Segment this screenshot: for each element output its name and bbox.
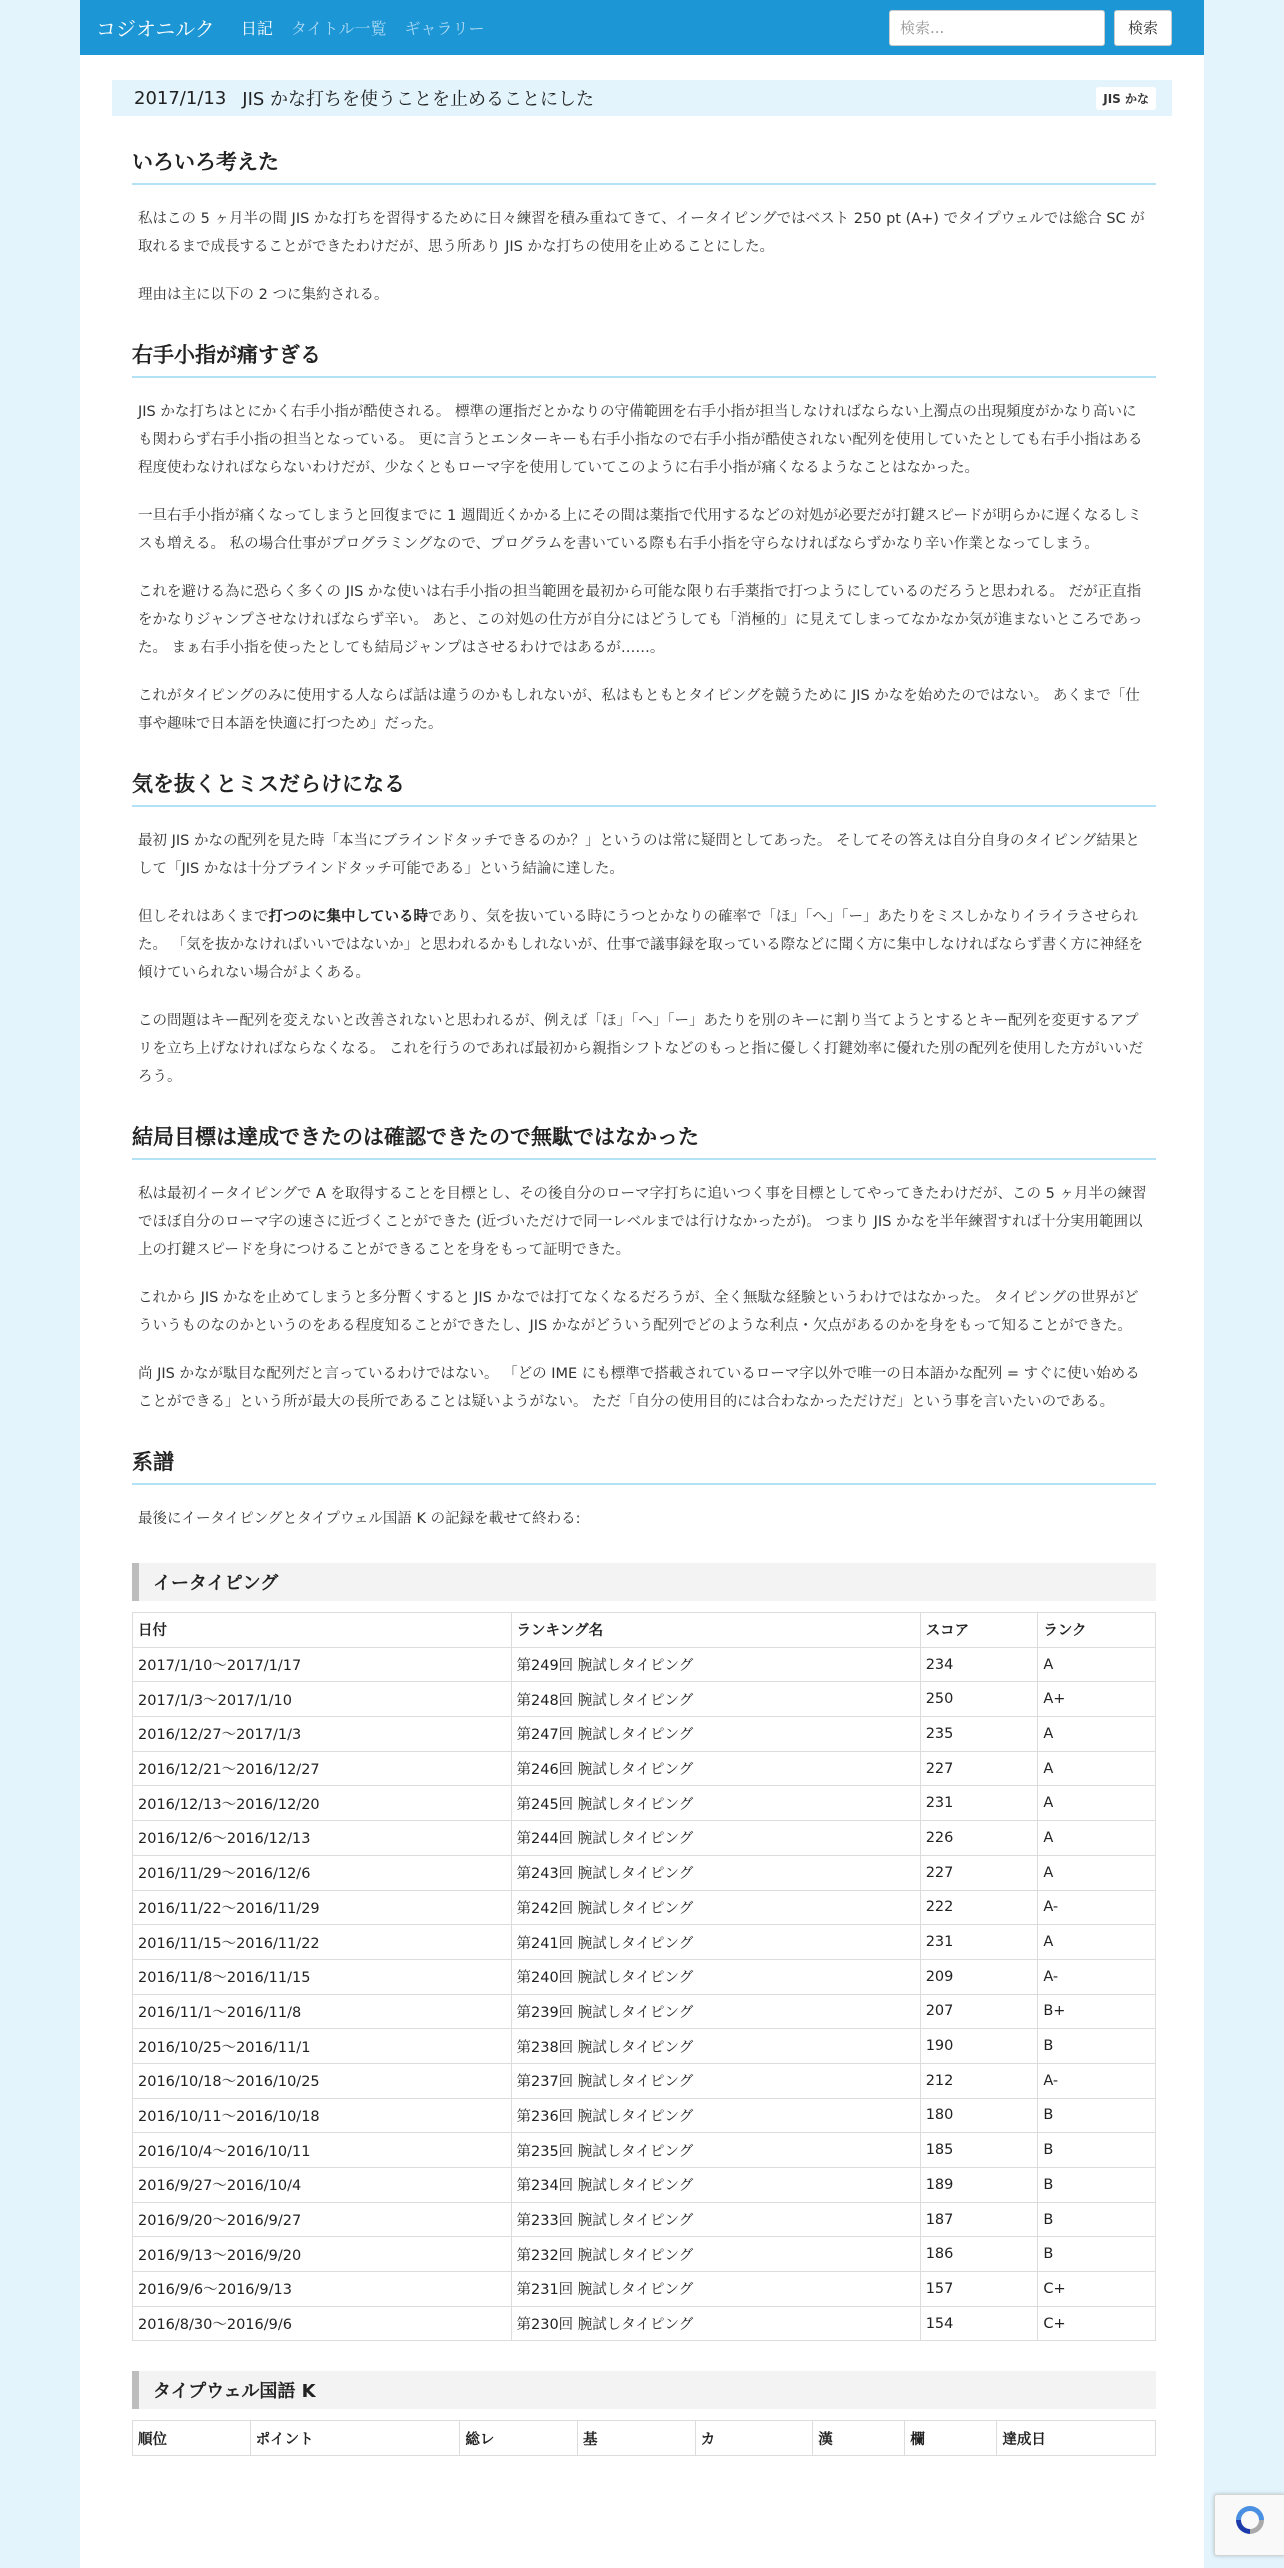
rank-cell: C+ xyxy=(1038,2306,1156,2341)
rank-cell: A xyxy=(1038,1786,1156,1821)
score-cell: 186 xyxy=(920,2237,1038,2272)
rank-cell: B xyxy=(1038,2237,1156,2272)
score-cell: 222 xyxy=(920,1890,1038,1925)
score-cell: 189 xyxy=(920,2168,1038,2203)
table-row xyxy=(133,1751,1156,1786)
table-row xyxy=(133,2237,1156,2272)
paragraph: 私はこの 5 ヶ月半の間 JIS かな打ちを習得するために日々練習を積み重ねてきて、イータイピングではベスト 250 pt (A+) でタイプウェルでは総合 SC が取れるまで成長することができたわけだが、思う所あり JIS かな打ちの使用を止めることにした。 xyxy=(138,211,1145,255)
paragraph: これを避ける為に恐らく多くの JIS かな使いは右手小指の担当範囲を最初から可能な限り右手薬指で打つようにしているのだろうと思われる。 だが正直指をかなりジャンプさせなければならず辛い。 あと、この対処の仕方が自分にはどうしても「消極的」に見えてしまってなかなか気が進まないところであった。 まぁ右手小指を使ったとしても結局ジャンプはさせるわけではあるが……。 xyxy=(138,584,1143,656)
ranking-name-cell: 第234回 腕試しタイピング xyxy=(511,2168,920,2203)
column-header: カ xyxy=(695,2421,813,2456)
table-row xyxy=(133,1925,1156,1960)
table-row xyxy=(133,1855,1156,1890)
score-cell: 212 xyxy=(920,2063,1038,2098)
score-cell: 250 xyxy=(920,1682,1038,1717)
date-cell: 2016/12/6～2016/12/13 xyxy=(133,1821,512,1856)
table-row xyxy=(133,1994,1156,2029)
navbar xyxy=(80,0,1204,55)
date-cell: 2017/1/3～2017/1/10 xyxy=(133,1682,512,1717)
ranking-name-cell: 第231回 腕試しタイピング xyxy=(511,2272,920,2307)
score-cell: 190 xyxy=(920,2029,1038,2064)
nav-link-gallery[interactable]: ギャラリー xyxy=(404,19,485,38)
paragraph: 一旦右手小指が痛くなってしまうと回復までに 1 週間近くかかる上にその間は薬指で代用するなどの対処が必要だが打鍵スピードが明らかに遅くなるしミスも増える。 私の場合仕事がプログラミングなので、プログラムを書いている際も右手小指を守らなければならずかなり辛い作業となってしまう。 xyxy=(138,508,1142,552)
ranking-name-cell: 第243回 腕試しタイピング xyxy=(511,1855,920,1890)
etyping-table xyxy=(132,1612,1156,2341)
table-row xyxy=(133,2272,1156,2307)
column-header: 総レ xyxy=(460,2421,578,2456)
table-header-row xyxy=(133,2421,1156,2456)
tag-badge[interactable]: JIS かな xyxy=(1096,87,1156,110)
ranking-name-cell: 第245回 腕試しタイピング xyxy=(511,1786,920,1821)
date-cell: 2016/10/25～2016/11/1 xyxy=(133,2029,512,2064)
date-cell: 2016/9/20～2016/9/27 xyxy=(133,2202,512,2237)
ranking-name-cell: 第238回 腕試しタイピング xyxy=(511,2029,920,2064)
column-header: ランク xyxy=(1038,1613,1156,1648)
score-cell: 157 xyxy=(920,2272,1038,2307)
table-row xyxy=(133,1821,1156,1856)
paragraph: 私は最初イータイピングで A を取得することを目標とし、その後自分のローマ字打ちに追いつく事を目標としてやってきたわけだが、この 5 ヶ月半の練習でほぼ自分のローマ字の速さに近づくことができた (近づいただけで同一レベルまでは行けなかったが)。 つまり JIS かなを半年練習すれば十分実用範囲以上の打鍵スピードを身につけることができることを身をもって証明できた。 xyxy=(138,1186,1147,1258)
ranking-name-cell: 第249回 腕試しタイピング xyxy=(511,1647,920,1682)
table-row xyxy=(133,1717,1156,1752)
paragraph: これから JIS かなを止めてしまうと多分暫くすると JIS かなでは打てなくなるだろうが、全く無駄な経験というわけではなかった。 タイピングの世界がどういうものなのかというのをある程度知ることができたし、JIS かながどういう配列でどのような利点・欠点があるのかを身をもって知ることができた。 xyxy=(138,1290,1139,1334)
paragraph: 最初 JIS かなの配列を見た時「本当にブラインドタッチできるのか？」というのは常に疑問としてあった。 そしてその答えは自分自身のタイピング結果として「JIS かなは十分ブラインドタッチ可能である」という結論に達した。 xyxy=(138,833,1140,877)
post-content xyxy=(80,146,1204,2456)
column-header: 日付 xyxy=(133,1613,512,1648)
page xyxy=(80,0,1204,2568)
ranking-name-cell: 第247回 腕試しタイピング xyxy=(511,1717,920,1752)
section-body xyxy=(132,827,1156,1091)
rank-cell: B xyxy=(1038,2133,1156,2168)
table-row xyxy=(133,1786,1156,1821)
score-cell: 231 xyxy=(920,1925,1038,1960)
section-heading: いろいろ考えた xyxy=(132,146,1156,185)
date-cell: 2016/8/30～2016/9/6 xyxy=(133,2306,512,2341)
rank-cell: A- xyxy=(1038,1959,1156,1994)
section-heading: 気を抜くとミスだらけになる xyxy=(132,768,1156,807)
date-cell: 2016/11/29～2016/12/6 xyxy=(133,1855,512,1890)
score-cell: 227 xyxy=(920,1751,1038,1786)
rank-cell: B xyxy=(1038,2202,1156,2237)
table-row xyxy=(133,2029,1156,2064)
section-heading: 右手小指が痛すぎる xyxy=(132,339,1156,378)
column-header: 順位 xyxy=(133,2421,251,2456)
date-cell: 2016/9/27～2016/10/4 xyxy=(133,2168,512,2203)
ranking-name-cell: 第239回 腕試しタイピング xyxy=(511,1994,920,2029)
search-input[interactable] xyxy=(889,10,1105,46)
score-cell: 234 xyxy=(920,1647,1038,1682)
date-cell: 2016/9/13～2016/9/20 xyxy=(133,2237,512,2272)
typewell-heading: タイプウェル国語 K xyxy=(132,2371,1156,2409)
rank-cell: B+ xyxy=(1038,1994,1156,2029)
nav-link-diary[interactable]: 日記 xyxy=(240,19,273,38)
paragraph: JIS かな打ちはとにかく右手小指が酷使される。 標準の運指だとかなりの守備範囲を右手小指が担当しなければならない上濁点の出現頻度がかなり高いにも関わらず右手小指の担当となっている。 更に言うとエンターキーも右手小指なので右手小指が酷使されない配列を使用していたとしても右手小指はある程度使わなければならないわけだが、少なくともローマ字を使用していてこのように右手小指が痛くなるようなことはなかった。 xyxy=(138,404,1143,476)
column-header: ランキング名 xyxy=(511,1613,920,1648)
post-header xyxy=(112,80,1172,116)
score-cell: 209 xyxy=(920,1959,1038,1994)
rank-cell: A+ xyxy=(1038,1682,1156,1717)
table-row xyxy=(133,1890,1156,1925)
table-row xyxy=(133,2098,1156,2133)
ranking-name-cell: 第248回 腕試しタイピング xyxy=(511,1682,920,1717)
score-cell: 227 xyxy=(920,1855,1038,1890)
score-cell: 185 xyxy=(920,2133,1038,2168)
table-row xyxy=(133,1682,1156,1717)
score-cell: 226 xyxy=(920,1821,1038,1856)
rank-cell: A xyxy=(1038,1855,1156,1890)
table-row xyxy=(133,2202,1156,2237)
section-heading: 系譜 xyxy=(132,1446,1156,1485)
date-cell: 2016/12/13～2016/12/20 xyxy=(133,1786,512,1821)
score-cell: 231 xyxy=(920,1786,1038,1821)
rank-cell: A xyxy=(1038,1751,1156,1786)
section-body xyxy=(132,398,1156,738)
paragraph: 尚 JIS かなが駄目な配列だと言っているわけではない。 「どの IME にも標準で搭載されているローマ字以外で唯一の日本語かな配列 = すぐに使い始めることができる」という所が最大の長所であることは疑いようがない。 ただ「自分の使用目的には合わなかっただけだ」という事を言いたいのである。 xyxy=(138,1366,1140,1410)
ranking-name-cell: 第232回 腕試しタイピング xyxy=(511,2237,920,2272)
ranking-name-cell: 第246回 腕試しタイピング xyxy=(511,1751,920,1786)
rank-cell: A xyxy=(1038,1717,1156,1752)
date-cell: 2016/11/22～2016/11/29 xyxy=(133,1890,512,1925)
rank-cell: B xyxy=(1038,2098,1156,2133)
ranking-name-cell: 第236回 腕試しタイピング xyxy=(511,2098,920,2133)
column-header: スコア xyxy=(920,1613,1038,1648)
ranking-name-cell: 第230回 腕試しタイピング xyxy=(511,2306,920,2341)
paragraph-with-bold: 但しそれはあくまで打つのに集中している時であり、気を抜いている時にうつとかなりの確率で「ほ」「へ」「ー」あたりをミスしかなりイライラさせられた。 「気を抜かなければいいではないか」と思われるかもしれないが、仕事で議事録を取っている際などに聞く方に集中しなければならず書く方に神経を傾けていられない場合がよくある。 xyxy=(138,909,1144,981)
score-cell: 207 xyxy=(920,1994,1038,2029)
date-cell: 2016/11/8～2016/11/15 xyxy=(133,1959,512,1994)
date-cell: 2017/1/10～2017/1/17 xyxy=(133,1647,512,1682)
score-cell: 180 xyxy=(920,2098,1038,2133)
date-cell: 2016/12/21～2016/12/27 xyxy=(133,1751,512,1786)
column-header: 漢 xyxy=(813,2421,905,2456)
table-row xyxy=(133,2133,1156,2168)
table-header-row xyxy=(133,1613,1156,1648)
table-row xyxy=(133,2306,1156,2341)
post-date-link[interactable]: 2017/1/13 xyxy=(134,87,227,109)
date-cell: 2016/10/4～2016/10/11 xyxy=(133,2133,512,2168)
ranking-name-cell: 第237回 腕試しタイピング xyxy=(511,2063,920,2098)
column-header: 基 xyxy=(577,2421,695,2456)
ranking-name-cell: 第242回 腕試しタイピング xyxy=(511,1890,920,1925)
rank-cell: A xyxy=(1038,1647,1156,1682)
date-cell: 2016/11/15～2016/11/22 xyxy=(133,1925,512,1960)
table-row xyxy=(133,1959,1156,1994)
table-row xyxy=(133,1647,1156,1682)
table-row xyxy=(133,2168,1156,2203)
search-button[interactable]: 検索 xyxy=(1114,10,1172,46)
rank-cell: B xyxy=(1038,2029,1156,2064)
recaptcha-badge[interactable] xyxy=(1214,2494,1284,2556)
paragraph: これがタイピングのみに使用する人ならば話は違うのかもしれないが、私はもともとタイピングを競うために JIS かなを始めたのではない。 あくまで「仕事や趣味で日本語を快適に打つため」だった。 xyxy=(138,688,1140,732)
ranking-name-cell: 第244回 腕試しタイピング xyxy=(511,1821,920,1856)
ranking-name-cell: 第233回 腕試しタイピング xyxy=(511,2202,920,2237)
paragraph: この問題はキー配列を変えないと改善されないと思われるが、例えば「ほ」「へ」「ー」あたりを別のキーに割り当てようとするとキー配列を変更するアプリを立ち上げなければならなくなる。 これを行うのであれば最初から親指シフトなどのもっと指に優しく打鍵効率に優れた別の配列を使用した方がいいだろう。 xyxy=(138,1013,1144,1085)
score-cell: 235 xyxy=(920,1717,1038,1752)
score-cell: 187 xyxy=(920,2202,1038,2237)
section-body xyxy=(132,1180,1156,1416)
typewell-table xyxy=(132,2420,1156,2456)
rank-cell: B xyxy=(1038,2168,1156,2203)
rank-cell: A- xyxy=(1038,1890,1156,1925)
date-cell: 2016/12/27～2017/1/3 xyxy=(133,1717,512,1752)
post-title: JIS かな打ちを使うことを止めることにした xyxy=(242,89,595,110)
paragraph: 理由は主に以下の 2 つに集約される。 xyxy=(138,287,389,303)
date-cell: 2016/11/1～2016/11/8 xyxy=(133,1994,512,2029)
date-cell: 2016/9/6～2016/9/13 xyxy=(133,2272,512,2307)
rank-cell: C+ xyxy=(1038,2272,1156,2307)
column-header: 達成日 xyxy=(997,2421,1156,2456)
bold-phrase: 打つのに集中している時 xyxy=(268,909,428,925)
table-row xyxy=(133,2063,1156,2098)
section-heading: 結局目標は達成できたのは確認できたので無駄ではなかった xyxy=(132,1121,1156,1160)
etyping-table-body xyxy=(133,1647,1156,2341)
nav-link-title-list[interactable]: タイトル一覧 xyxy=(290,19,387,38)
rank-cell: A- xyxy=(1038,2063,1156,2098)
score-cell: 154 xyxy=(920,2306,1038,2341)
ranking-name-cell: 第241回 腕試しタイピング xyxy=(511,1925,920,1960)
section-body xyxy=(132,205,1156,309)
column-header: ポイント xyxy=(250,2421,460,2456)
rank-cell: A xyxy=(1038,1821,1156,1856)
paragraph: 最後にイータイピングとタイプウェル国語 K の記録を載せて終わる: xyxy=(138,1511,581,1527)
date-cell: 2016/10/11～2016/10/18 xyxy=(133,2098,512,2133)
date-cell: 2016/10/18～2016/10/25 xyxy=(133,2063,512,2098)
etyping-heading: イータイピング xyxy=(132,1563,1156,1601)
rank-cell: A xyxy=(1038,1925,1156,1960)
ranking-name-cell: 第240回 腕試しタイピング xyxy=(511,1959,920,1994)
section-body xyxy=(132,1505,1156,1533)
ranking-name-cell: 第235回 腕試しタイピング xyxy=(511,2133,920,2168)
column-header: 欄 xyxy=(905,2421,997,2456)
site-brand-link[interactable]: コジオニルク xyxy=(96,17,215,41)
recaptcha-icon xyxy=(1232,2503,1268,2537)
